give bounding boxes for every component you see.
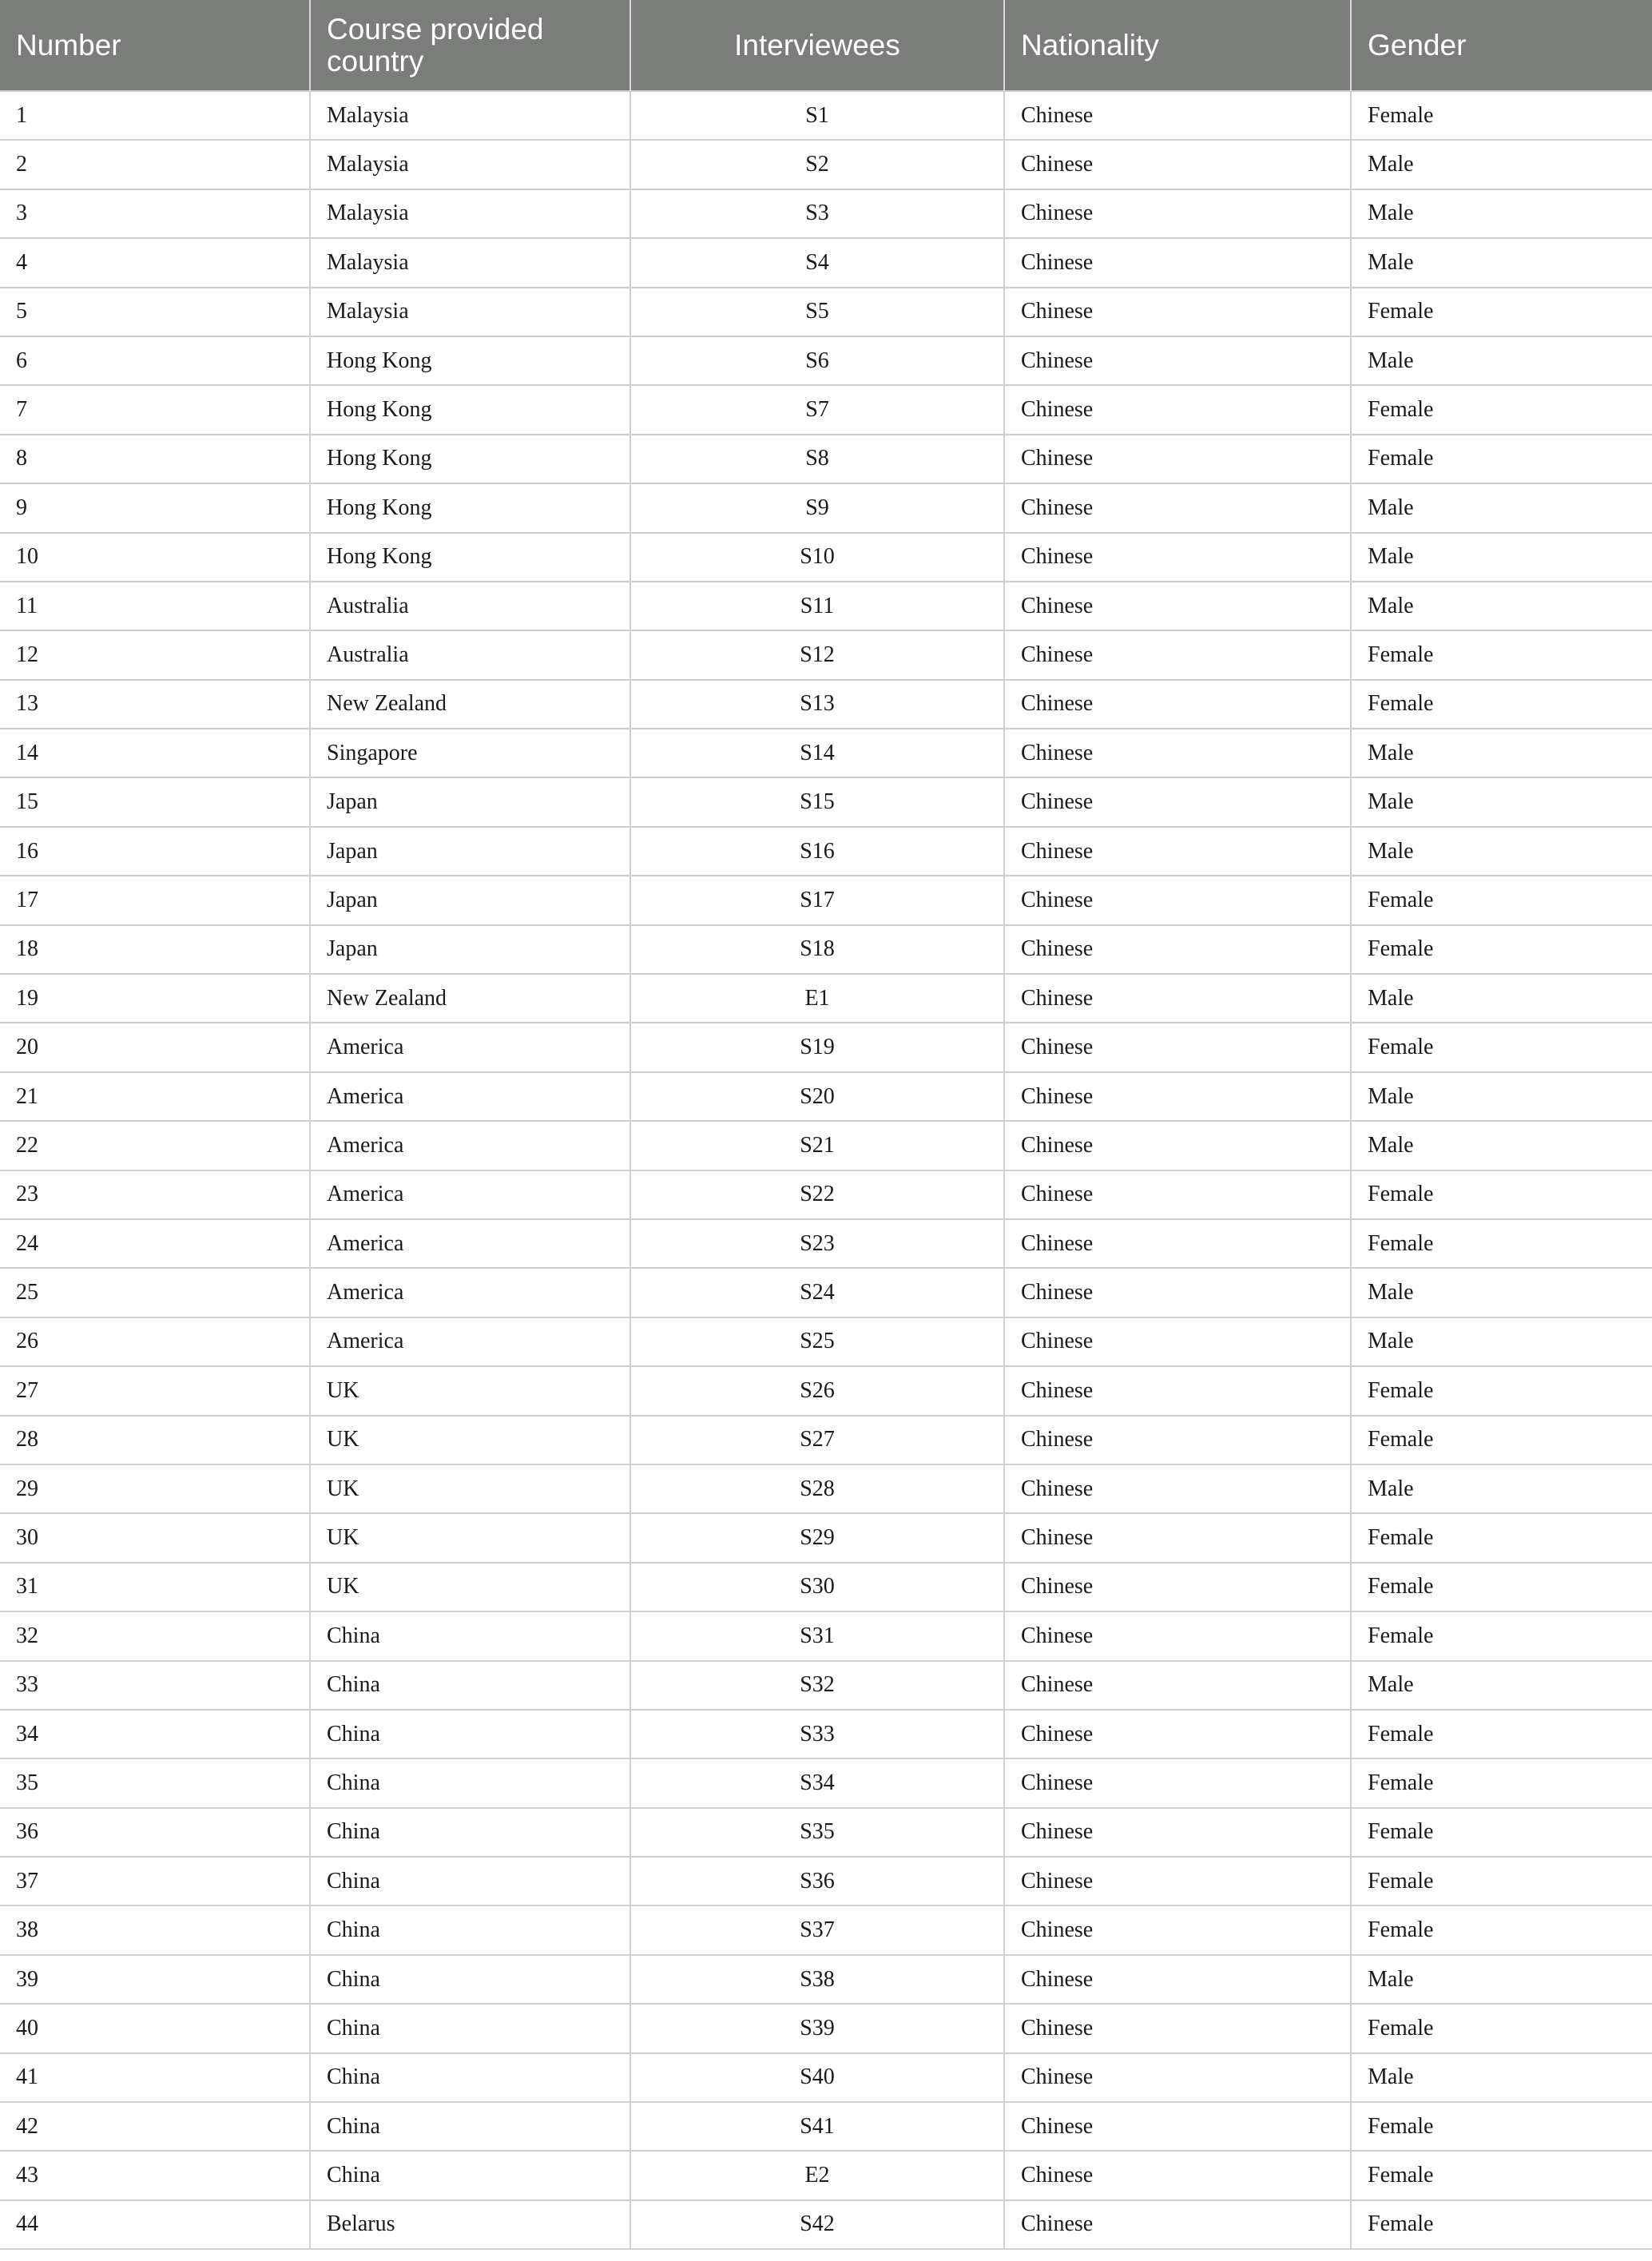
cell-interviewee: S42 [630, 2200, 1004, 2249]
cell-interviewee: S1 [630, 91, 1004, 140]
cell-interviewee: S34 [630, 1758, 1004, 1807]
cell-nationality: Chinese [1004, 729, 1351, 777]
table-row [0, 189, 1652, 238]
cell-interviewee: S17 [630, 876, 1004, 924]
cell-nationality: Chinese [1004, 827, 1351, 876]
table-row [0, 1416, 1652, 1464]
cell-interviewee: S12 [630, 630, 1004, 679]
cell-course-provided-country: Australia [310, 630, 630, 679]
cell-course-provided-country: Hong Kong [310, 533, 630, 582]
table-row [0, 2102, 1652, 2151]
cell-interviewee: S4 [630, 238, 1004, 287]
cell-course-provided-country: UK [310, 1464, 630, 1513]
table-row [0, 1661, 1652, 1710]
cell-interviewee: S22 [630, 1170, 1004, 1219]
cell-gender: Female [1351, 1857, 1652, 1905]
cell-interviewee: S39 [630, 2004, 1004, 2052]
cell-gender: Male [1351, 336, 1652, 385]
cell-nationality: Chinese [1004, 1611, 1351, 1660]
cell-gender: Female [1351, 1513, 1652, 1562]
table-row [0, 680, 1652, 729]
table-row [0, 2151, 1652, 2199]
table-row [0, 1121, 1652, 1170]
cell-number: 22 [0, 1121, 310, 1170]
cell-number: 41 [0, 2053, 310, 2102]
cell-number: 23 [0, 1170, 310, 1219]
cell-course-provided-country: UK [310, 1416, 630, 1464]
table-row [0, 827, 1652, 876]
cell-number: 9 [0, 483, 310, 532]
cell-interviewee: S11 [630, 582, 1004, 630]
cell-gender: Male [1351, 729, 1652, 777]
cell-course-provided-country: UK [310, 1366, 630, 1415]
header-nationality: Nationality [1004, 0, 1351, 91]
cell-course-provided-country: Australia [310, 582, 630, 630]
table-row [0, 1219, 1652, 1268]
cell-gender: Male [1351, 2053, 1652, 2102]
cell-course-provided-country: China [310, 1758, 630, 1807]
table-row [0, 1366, 1652, 1415]
cell-number: 15 [0, 777, 310, 826]
cell-nationality: Chinese [1004, 925, 1351, 974]
cell-interviewee: S36 [630, 1857, 1004, 1905]
cell-number: 17 [0, 876, 310, 924]
table-row [0, 1955, 1652, 2004]
cell-course-provided-country: China [310, 1611, 630, 1660]
cell-number: 12 [0, 630, 310, 679]
cell-nationality: Chinese [1004, 1905, 1351, 1954]
cell-number: 42 [0, 2102, 310, 2151]
cell-course-provided-country: Malaysia [310, 140, 630, 189]
cell-interviewee: S14 [630, 729, 1004, 777]
table-row [0, 91, 1652, 140]
table-row [0, 2200, 1652, 2249]
cell-nationality: Chinese [1004, 582, 1351, 630]
cell-interviewee: S10 [630, 533, 1004, 582]
header-number: Number [0, 0, 310, 91]
cell-nationality: Chinese [1004, 1023, 1351, 1071]
cell-number: 33 [0, 1661, 310, 1710]
cell-gender: Female [1351, 1758, 1652, 1807]
cell-gender: Male [1351, 483, 1652, 532]
cell-course-provided-country: China [310, 2151, 630, 2199]
cell-gender: Female [1351, 1710, 1652, 1758]
cell-number: 35 [0, 1758, 310, 1807]
cell-course-provided-country: Singapore [310, 729, 630, 777]
cell-gender: Female [1351, 925, 1652, 974]
cell-number: 31 [0, 1563, 310, 1611]
cell-nationality: Chinese [1004, 1758, 1351, 1807]
cell-gender: Female [1351, 1366, 1652, 1415]
table-row [0, 582, 1652, 630]
cell-nationality: Chinese [1004, 1955, 1351, 2004]
cell-gender: Female [1351, 2004, 1652, 2052]
cell-gender: Female [1351, 1219, 1652, 1268]
table-row [0, 336, 1652, 385]
table-row [0, 1464, 1652, 1513]
cell-gender: Male [1351, 974, 1652, 1023]
table-row [0, 1513, 1652, 1562]
cell-course-provided-country: Malaysia [310, 189, 630, 238]
cell-gender: Male [1351, 1121, 1652, 1170]
cell-course-provided-country: China [310, 1661, 630, 1710]
cell-course-provided-country: China [310, 1710, 630, 1758]
cell-nationality: Chinese [1004, 1219, 1351, 1268]
cell-gender: Female [1351, 1170, 1652, 1219]
cell-nationality: Chinese [1004, 2053, 1351, 2102]
table-row [0, 140, 1652, 189]
table-row [0, 1563, 1652, 1611]
cell-interviewee: S41 [630, 2102, 1004, 2151]
cell-gender: Female [1351, 2200, 1652, 2249]
cell-nationality: Chinese [1004, 1072, 1351, 1121]
cell-number: 11 [0, 582, 310, 630]
cell-nationality: Chinese [1004, 1170, 1351, 1219]
cell-number: 1 [0, 91, 310, 140]
cell-course-provided-country: New Zealand [310, 680, 630, 729]
cell-interviewee: S37 [630, 1905, 1004, 1954]
cell-course-provided-country: Hong Kong [310, 336, 630, 385]
cell-number: 37 [0, 1857, 310, 1905]
cell-number: 6 [0, 336, 310, 385]
cell-course-provided-country: China [310, 1905, 630, 1954]
cell-nationality: Chinese [1004, 1808, 1351, 1857]
cell-number: 44 [0, 2200, 310, 2249]
cell-gender: Female [1351, 91, 1652, 140]
cell-interviewee: S25 [630, 1317, 1004, 1366]
cell-course-provided-country: Malaysia [310, 288, 630, 336]
cell-number: 30 [0, 1513, 310, 1562]
cell-interviewee: S16 [630, 827, 1004, 876]
cell-interviewee: S31 [630, 1611, 1004, 1660]
cell-number: 20 [0, 1023, 310, 1071]
cell-course-provided-country: Malaysia [310, 238, 630, 287]
cell-number: 5 [0, 288, 310, 336]
cell-gender: Male [1351, 1661, 1652, 1710]
cell-nationality: Chinese [1004, 140, 1351, 189]
table-row [0, 1023, 1652, 1071]
cell-gender: Female [1351, 630, 1652, 679]
header-gender: Gender [1368, 28, 1467, 62]
cell-number: 2 [0, 140, 310, 189]
table-row [0, 385, 1652, 434]
cell-interviewee: S28 [630, 1464, 1004, 1513]
cell-number: 21 [0, 1072, 310, 1121]
table-row [0, 1317, 1652, 1366]
cell-gender: Male [1351, 533, 1652, 582]
cell-course-provided-country: America [310, 1317, 630, 1366]
cell-nationality: Chinese [1004, 1416, 1351, 1464]
cell-gender: Male [1351, 582, 1652, 630]
cell-nationality: Chinese [1004, 1366, 1351, 1415]
cell-course-provided-country: America [310, 1170, 630, 1219]
cell-interviewee: S19 [630, 1023, 1004, 1071]
cell-gender: Male [1351, 1464, 1652, 1513]
cell-gender: Male [1351, 827, 1652, 876]
header-row [0, 0, 1652, 91]
cell-gender: Female [1351, 1808, 1652, 1857]
cell-course-provided-country: Malaysia [310, 91, 630, 140]
cell-number: 38 [0, 1905, 310, 1954]
cell-course-provided-country: Hong Kong [310, 385, 630, 434]
cell-gender: Male [1351, 238, 1652, 287]
cell-number: 10 [0, 533, 310, 582]
cell-interviewee: S13 [630, 680, 1004, 729]
cell-nationality: Chinese [1004, 435, 1351, 483]
cell-course-provided-country: Hong Kong [310, 435, 630, 483]
cell-course-provided-country: China [310, 1857, 630, 1905]
cell-number: 43 [0, 2151, 310, 2199]
cell-number: 40 [0, 2004, 310, 2052]
cell-nationality: Chinese [1004, 1710, 1351, 1758]
table-row [0, 1905, 1652, 1954]
cell-course-provided-country: America [310, 1219, 630, 1268]
cell-gender: Female [1351, 288, 1652, 336]
cell-nationality: Chinese [1004, 238, 1351, 287]
cell-nationality: Chinese [1004, 1121, 1351, 1170]
cell-number: 28 [0, 1416, 310, 1464]
cell-course-provided-country: China [310, 2053, 630, 2102]
cell-number: 14 [0, 729, 310, 777]
cell-interviewee: S18 [630, 925, 1004, 974]
cell-course-provided-country: America [310, 1023, 630, 1071]
cell-course-provided-country: China [310, 2004, 630, 2052]
cell-course-provided-country: Hong Kong [310, 483, 630, 532]
cell-interviewee: S29 [630, 1513, 1004, 1562]
cell-gender: Female [1351, 1611, 1652, 1660]
table-row [0, 2004, 1652, 2052]
cell-interviewee: S6 [630, 336, 1004, 385]
header-course-provided-country: Course provided country [310, 0, 630, 91]
table-row [0, 974, 1652, 1023]
cell-number: 36 [0, 1808, 310, 1857]
cell-nationality: Chinese [1004, 630, 1351, 679]
cell-course-provided-country: America [310, 1072, 630, 1121]
cell-interviewee: S24 [630, 1268, 1004, 1317]
table-body [0, 91, 1652, 2249]
cell-interviewee: S26 [630, 1366, 1004, 1415]
table-row [0, 1808, 1652, 1857]
cell-course-provided-country: America [310, 1121, 630, 1170]
cell-number: 3 [0, 189, 310, 238]
cell-interviewee: S21 [630, 1121, 1004, 1170]
table-row [0, 630, 1652, 679]
cell-course-provided-country: Japan [310, 777, 630, 826]
cell-course-provided-country: UK [310, 1513, 630, 1562]
table-row [0, 1072, 1652, 1121]
cell-gender: Male [1351, 140, 1652, 189]
table-row [0, 1710, 1652, 1758]
cell-gender: Male [1351, 189, 1652, 238]
cell-nationality: Chinese [1004, 1464, 1351, 1513]
cell-number: 16 [0, 827, 310, 876]
cell-gender: Male [1351, 777, 1652, 826]
cell-nationality: Chinese [1004, 2151, 1351, 2199]
cell-interviewee: S33 [630, 1710, 1004, 1758]
cell-interviewee: S40 [630, 2053, 1004, 2102]
cell-number: 25 [0, 1268, 310, 1317]
table-row [0, 925, 1652, 974]
table-row [0, 1611, 1652, 1660]
cell-gender: Female [1351, 876, 1652, 924]
table-row [0, 288, 1652, 336]
cell-interviewee: E1 [630, 974, 1004, 1023]
cell-number: 18 [0, 925, 310, 974]
cell-course-provided-country: China [310, 1955, 630, 2004]
table-row [0, 729, 1652, 777]
cell-number: 19 [0, 974, 310, 1023]
cell-interviewee: S30 [630, 1563, 1004, 1611]
cell-course-provided-country: China [310, 2102, 630, 2151]
cell-course-provided-country: Japan [310, 827, 630, 876]
table-row [0, 2053, 1652, 2102]
cell-nationality: Chinese [1004, 288, 1351, 336]
cell-gender: Female [1351, 1563, 1652, 1611]
cell-nationality: Chinese [1004, 1661, 1351, 1710]
cell-interviewee: S7 [630, 385, 1004, 434]
cell-gender: Female [1351, 2151, 1652, 2199]
cell-nationality: Chinese [1004, 189, 1351, 238]
table-row [0, 1268, 1652, 1317]
cell-interviewee: S5 [630, 288, 1004, 336]
cell-nationality: Chinese [1004, 1317, 1351, 1366]
cell-number: 34 [0, 1710, 310, 1758]
cell-nationality: Chinese [1004, 1857, 1351, 1905]
cell-nationality: Chinese [1004, 533, 1351, 582]
cell-interviewee: S2 [630, 140, 1004, 189]
cell-course-provided-country: China [310, 1808, 630, 1857]
cell-interviewee: S23 [630, 1219, 1004, 1268]
cell-course-provided-country: UK [310, 1563, 630, 1611]
cell-number: 4 [0, 238, 310, 287]
table-row [0, 533, 1652, 582]
cell-gender: Female [1351, 385, 1652, 434]
cell-nationality: Chinese [1004, 1513, 1351, 1562]
cell-gender: Male [1351, 1317, 1652, 1366]
cell-nationality: Chinese [1004, 2200, 1351, 2249]
cell-interviewee: S20 [630, 1072, 1004, 1121]
cell-interviewee: S35 [630, 1808, 1004, 1857]
cell-nationality: Chinese [1004, 2102, 1351, 2151]
cell-number: 29 [0, 1464, 310, 1513]
cell-nationality: Chinese [1004, 974, 1351, 1023]
cell-nationality: Chinese [1004, 336, 1351, 385]
cell-nationality: Chinese [1004, 680, 1351, 729]
table-row [0, 1758, 1652, 1807]
cell-gender: Male [1351, 1072, 1652, 1121]
table-row [0, 435, 1652, 483]
cell-interviewee: S27 [630, 1416, 1004, 1464]
cell-nationality: Chinese [1004, 777, 1351, 826]
cell-course-provided-country: New Zealand [310, 974, 630, 1023]
cell-gender: Male [1351, 1268, 1652, 1317]
cell-gender: Female [1351, 1023, 1652, 1071]
cell-nationality: Chinese [1004, 876, 1351, 924]
cell-gender: Female [1351, 1416, 1652, 1464]
cell-number: 39 [0, 1955, 310, 2004]
cell-nationality: Chinese [1004, 385, 1351, 434]
table-row [0, 876, 1652, 924]
cell-interviewee: S3 [630, 189, 1004, 238]
table-header [0, 0, 1652, 91]
cell-number: 13 [0, 680, 310, 729]
cell-interviewee: S32 [630, 1661, 1004, 1710]
cell-number: 27 [0, 1366, 310, 1415]
table-row [0, 1857, 1652, 1905]
cell-gender: Female [1351, 435, 1652, 483]
cell-number: 32 [0, 1611, 310, 1660]
cell-course-provided-country: Japan [310, 925, 630, 974]
cell-number: 24 [0, 1219, 310, 1268]
cell-gender: Female [1351, 2102, 1652, 2151]
cell-number: 26 [0, 1317, 310, 1366]
table-row [0, 777, 1652, 826]
header-interviewees: Interviewees [630, 0, 1004, 91]
cell-nationality: Chinese [1004, 1268, 1351, 1317]
cell-nationality: Chinese [1004, 1563, 1351, 1611]
cell-gender: Male [1351, 1955, 1652, 2004]
cell-nationality: Chinese [1004, 91, 1351, 140]
cell-course-provided-country: Belarus [310, 2200, 630, 2249]
cell-gender: Female [1351, 1905, 1652, 1954]
cell-number: 7 [0, 385, 310, 434]
table-row [0, 483, 1652, 532]
cell-interviewee: S8 [630, 435, 1004, 483]
cell-nationality: Chinese [1004, 483, 1351, 532]
cell-course-provided-country: America [310, 1268, 630, 1317]
table-row [0, 1170, 1652, 1219]
cell-interviewee: E2 [630, 2151, 1004, 2199]
cell-interviewee: S15 [630, 777, 1004, 826]
cell-course-provided-country: Japan [310, 876, 630, 924]
cell-interviewee: S9 [630, 483, 1004, 532]
table-row [0, 238, 1652, 287]
cell-interviewee: S38 [630, 1955, 1004, 2004]
cell-number: 8 [0, 435, 310, 483]
cell-nationality: Chinese [1004, 2004, 1351, 2052]
cell-gender: Female [1351, 680, 1652, 729]
